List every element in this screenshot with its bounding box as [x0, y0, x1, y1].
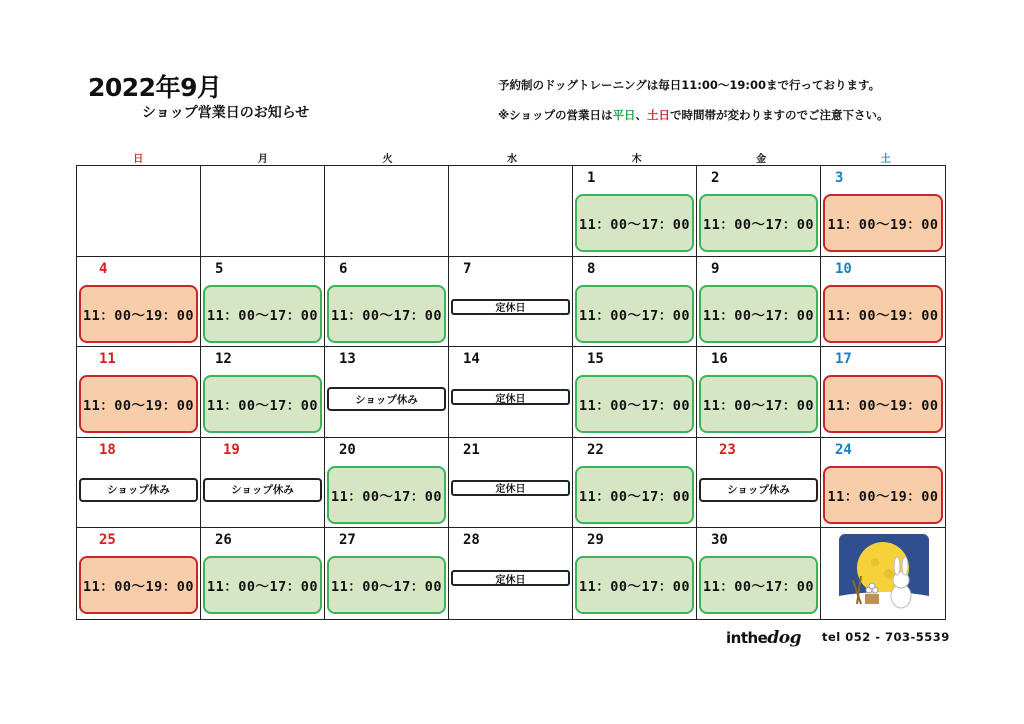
day-number: 8 [587, 260, 596, 277]
day-number: 28 [463, 532, 480, 549]
day-number: 30 [711, 532, 728, 549]
day-number: 29 [587, 532, 604, 549]
moon-rabbit-illustration [839, 534, 929, 614]
hours-notice-sep: 、 [635, 108, 647, 122]
calendar-day-cell [573, 257, 697, 348]
weekday-hours-badge: 11：00～17：00 [699, 556, 818, 614]
calendar-day-cell [325, 347, 449, 438]
calendar-day-cell [201, 528, 325, 619]
day-number: 5 [215, 260, 224, 277]
weekday-header [76, 150, 948, 164]
training-notice: 予約制のドッグトレーニングは毎日11:00～19:00まで行っております。 [498, 78, 881, 92]
day-number: 24 [835, 441, 852, 458]
weekend-hours-badge: 11：00～19：00 [79, 375, 198, 433]
logo-text: inthe [726, 629, 768, 647]
calendar-grid [76, 165, 946, 620]
weekday-hours-badge: 11：00～17：00 [203, 375, 322, 433]
weekday-sat: 土 [880, 154, 891, 165]
day-number: 1 [587, 170, 596, 186]
weekend-hours-badge: 11：00～19：00 [79, 285, 198, 343]
day-number: 13 [339, 351, 356, 368]
weekday-fri: 金 [756, 154, 767, 165]
weekday-hours-badge: 11：00～17：00 [203, 285, 322, 343]
calendar-day-cell [201, 438, 325, 529]
hours-notice-post: で時間帯が変わりますのでご注意下さい。 [669, 108, 889, 122]
calendar-day-cell [201, 257, 325, 348]
calendar-day-cell [697, 347, 821, 438]
hours-notice-weekday: 平日 [612, 108, 636, 122]
day-number: 7 [463, 260, 472, 277]
calendar-day-cell [821, 166, 945, 257]
calendar-day-cell [573, 166, 697, 257]
day-number: 19 [223, 441, 240, 458]
calendar-day-cell [821, 347, 945, 438]
calendar-day-cell [325, 166, 449, 257]
calendar-day-cell [201, 347, 325, 438]
weekday-hours-badge: 11：00～17：00 [575, 375, 694, 433]
day-number: 23 [719, 441, 736, 458]
day-number: 16 [711, 351, 728, 368]
calendar-day-cell [449, 257, 573, 348]
weekday-mon: 月 [257, 154, 268, 165]
calendar-day-cell [201, 166, 325, 257]
day-number: 3 [835, 170, 844, 186]
day-number: 22 [587, 441, 604, 458]
day-number: 11 [99, 351, 116, 368]
calendar-day-cell [449, 438, 573, 529]
day-number: 6 [339, 260, 348, 277]
weekday-thu: 木 [631, 154, 642, 165]
calendar-day-cell [77, 166, 201, 257]
calendar-day-cell [325, 438, 449, 529]
weekday-wed: 水 [507, 154, 518, 165]
hours-notice-pre: ※ショップの営業日は [498, 108, 613, 122]
shop-logo [726, 628, 801, 648]
weekday-hours-badge: 11：00～17：00 [327, 285, 446, 343]
calendar-day-cell [449, 347, 573, 438]
regular-holiday-badge: 定休日 [451, 480, 570, 496]
weekday-hours-badge: 11：00～17：00 [203, 556, 322, 614]
calendar-day-cell [821, 438, 945, 529]
day-number: 20 [339, 441, 356, 458]
weekday-hours-badge: 11：00～17：00 [699, 375, 818, 433]
day-number: 15 [587, 351, 604, 368]
phone-number: tel 052 - 703-5539 [822, 630, 950, 644]
shop-closed-badge: ショップ休み [79, 478, 198, 502]
weekend-hours-badge: 11：00～19：00 [79, 556, 198, 614]
weekday-hours-badge: 11：00～17：00 [699, 285, 818, 343]
day-number: 12 [215, 351, 232, 368]
calendar-day-cell [697, 528, 821, 619]
day-number: 4 [99, 260, 108, 277]
day-number: 26 [215, 532, 232, 549]
calendar-day-cell [821, 528, 945, 619]
weekend-hours-badge: 11：00～19：00 [823, 285, 943, 343]
calendar-day-cell [821, 257, 945, 348]
calendar-day-cell [449, 166, 573, 257]
weekend-hours-badge: 11：00～19：00 [823, 466, 943, 524]
day-number: 21 [463, 441, 480, 458]
hours-notice [498, 107, 888, 123]
weekday-hours-badge: 11：00～17：00 [575, 285, 694, 343]
logo-dog-text: dog [767, 628, 801, 648]
weekday-hours-badge: 11：00～17：00 [327, 556, 446, 614]
calendar-day-cell [325, 257, 449, 348]
weekend-hours-badge: 11：00～19：00 [823, 375, 943, 433]
weekday-hours-badge: 11：00～17：00 [699, 194, 818, 252]
day-number: 9 [711, 260, 720, 277]
weekend-hours-badge: 11：00～19：00 [823, 194, 943, 252]
page-subtitle: ショップ営業日のお知らせ [142, 105, 310, 121]
page-title: 2022年9月 [88, 73, 222, 102]
shop-closed-badge: ショップ休み [327, 387, 446, 411]
weekday-sun: 日 [133, 154, 144, 165]
regular-holiday-badge: 定休日 [451, 570, 570, 586]
calendar-day-cell [573, 528, 697, 619]
day-number: 25 [99, 532, 116, 549]
hours-notice-weekend: 土日 [646, 108, 670, 122]
day-number: 17 [835, 351, 852, 368]
weekday-tue: 火 [382, 154, 393, 165]
calendar-day-cell [325, 528, 449, 619]
day-number: 18 [99, 441, 116, 458]
day-number: 14 [463, 351, 480, 368]
calendar-day-cell [697, 257, 821, 348]
calendar-day-cell [77, 257, 201, 348]
calendar-day-cell [573, 438, 697, 529]
regular-holiday-badge: 定休日 [451, 299, 570, 315]
shop-closed-badge: ショップ休み [699, 478, 818, 502]
calendar-day-cell [77, 528, 201, 619]
calendar-day-cell [77, 347, 201, 438]
weekday-hours-badge: 11：00～17：00 [575, 466, 694, 524]
calendar-day-cell [573, 347, 697, 438]
day-number: 2 [711, 170, 720, 186]
day-number: 10 [835, 260, 852, 277]
calendar-day-cell [449, 528, 573, 619]
calendar-day-cell [77, 438, 201, 529]
weekday-hours-badge: 11：00～17：00 [575, 556, 694, 614]
day-number: 27 [339, 532, 356, 549]
shop-closed-badge: ショップ休み [203, 478, 322, 502]
weekday-hours-badge: 11：00～17：00 [327, 466, 446, 524]
weekday-hours-badge: 11：00～17：00 [575, 194, 694, 252]
regular-holiday-badge: 定休日 [451, 389, 570, 405]
calendar-day-cell [697, 166, 821, 257]
calendar-day-cell [697, 438, 821, 529]
